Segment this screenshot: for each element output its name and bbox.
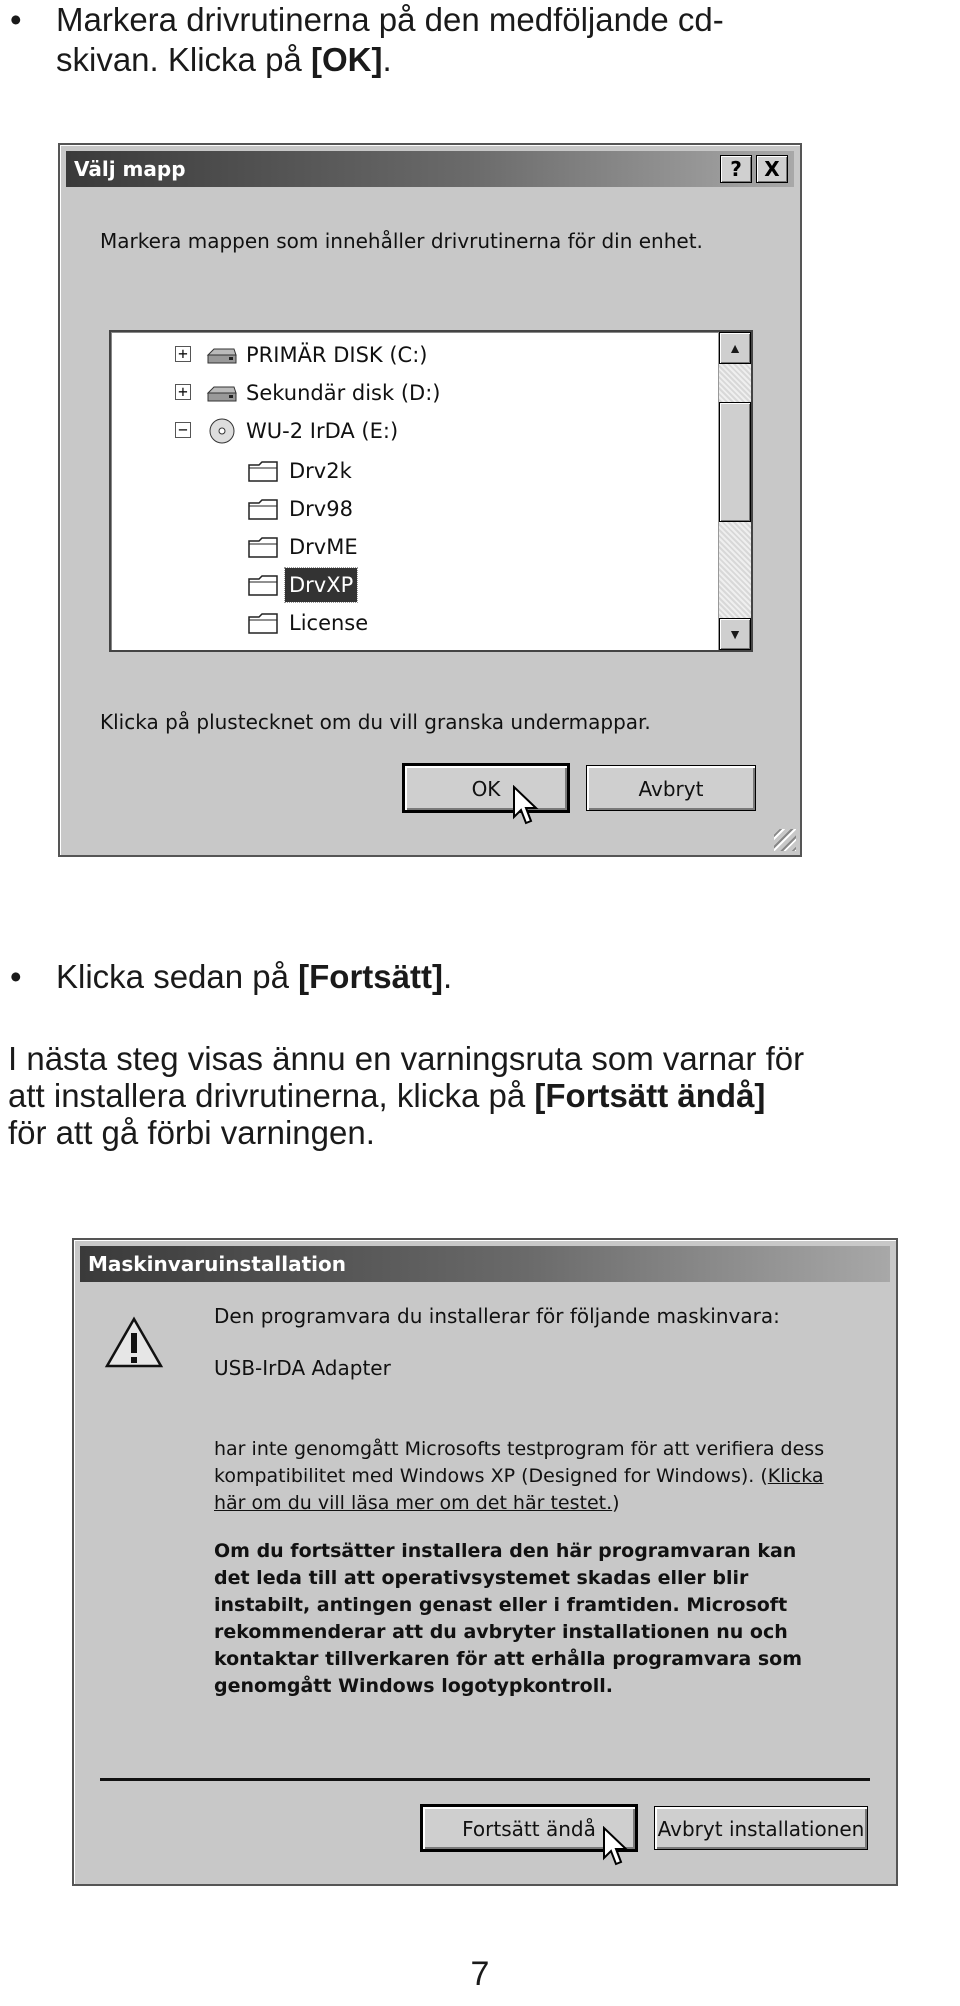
divider (100, 1778, 870, 1781)
dialog-title: Maskinvaruinstallation (88, 1252, 346, 1276)
warning-intro: Den programvara du installerar för följande maskinvara: (214, 1304, 780, 1328)
paragraph-emphasis: [Fortsätt ändå] (534, 1077, 766, 1114)
page-number: 7 (470, 1955, 490, 1993)
tree-node-label: DrvXP (285, 568, 357, 602)
warning-bold-text (214, 1538, 802, 1700)
device-name: USB-IrDA Adapter (214, 1356, 391, 1380)
dialog-titlebar (66, 151, 794, 187)
instruction-line: Klicka sedan på (56, 958, 299, 995)
scroll-up-icon[interactable]: ▲ (719, 332, 751, 364)
tree-node-label: WU-2 IrDA (E:) (246, 419, 399, 443)
bullet-glyph: • (10, 958, 22, 995)
tree-node-label: Sekundär disk (D:) (246, 381, 441, 405)
folder-icon (247, 609, 281, 637)
expand-icon[interactable]: + (175, 346, 191, 362)
tree-node-folder[interactable] (111, 606, 711, 640)
body-paragraph (8, 1040, 804, 1151)
instruction-emphasis: [OK] (310, 41, 383, 78)
tree-node-folder[interactable] (111, 454, 711, 488)
instruction-punct: . (442, 958, 453, 995)
warning-icon (104, 1316, 164, 1370)
tree-node-label: Drv2k (289, 459, 352, 483)
notice-punct: ) (612, 1492, 620, 1514)
folder-icon (247, 457, 281, 485)
warning-line: Om du fortsätter installera den här programvaran kan (214, 1540, 797, 1562)
abort-installation-button[interactable]: Avbryt installationen (654, 1806, 868, 1850)
instruction-line: Markera drivrutinerna på den medföljande cd- (56, 1, 724, 38)
paragraph-line: att installera drivrutinerna, klicka på (8, 1077, 535, 1114)
mouse-pointer-icon (602, 1826, 630, 1870)
folder-tree[interactable] (109, 330, 753, 652)
hardware-installation-dialog (72, 1238, 898, 1886)
paragraph-line: för att gå förbi varningen. (8, 1114, 375, 1151)
tree-node-folder[interactable] (111, 492, 711, 526)
collapse-icon[interactable]: − (175, 422, 191, 438)
instruction-emphasis: [Fortsätt] (298, 958, 443, 995)
tree-node-label: Drv98 (289, 497, 353, 521)
tree-node-e-drive[interactable] (111, 414, 711, 448)
warning-line: kontaktar tillverkaren för att erhålla programvara som (214, 1648, 803, 1670)
warning-line: instabilt, antingen genast eller i framtiden. Microsoft (214, 1594, 788, 1616)
close-button[interactable]: X (756, 155, 788, 183)
cd-drive-icon (205, 417, 239, 445)
ok-button[interactable]: OK (404, 765, 568, 811)
more-info-link[interactable]: här om du vill läsa mer om det här testet. (214, 1492, 613, 1514)
instruction-line: skivan. Klicka på (56, 41, 311, 78)
tree-node-label: DrvME (289, 535, 358, 559)
folder-icon (247, 533, 281, 561)
vertical-scrollbar[interactable] (718, 332, 751, 650)
warning-line: genomgått Windows logotypkontroll. (214, 1675, 613, 1697)
scroll-down-icon[interactable]: ▼ (719, 618, 751, 650)
tree-node-folder-selected[interactable] (111, 568, 711, 602)
mouse-pointer-icon (512, 785, 540, 829)
tree-node-d-drive[interactable] (111, 376, 711, 410)
tree-node-folder[interactable] (111, 530, 711, 564)
help-button[interactable]: ? (720, 155, 752, 183)
certification-notice (214, 1436, 824, 1517)
expand-icon[interactable]: + (175, 384, 191, 400)
notice-line: har inte genomgått Microsofts testprogram för att verifiera dess (214, 1438, 825, 1460)
tree-node-label: PRIMÄR DISK (C:) (246, 343, 428, 367)
continue-anyway-button[interactable]: Fortsätt ändå (422, 1806, 636, 1850)
instruction-punct: . (382, 41, 392, 78)
folder-icon (247, 495, 281, 523)
cancel-button[interactable]: Avbryt (586, 765, 756, 811)
dialog-title: Välj mapp (74, 157, 186, 181)
dialog-titlebar (80, 1246, 890, 1282)
instruction-text (56, 0, 724, 80)
more-info-link[interactable]: Klicka (767, 1465, 824, 1487)
tree-node-c-drive[interactable] (111, 338, 711, 372)
resize-grip-icon[interactable] (774, 829, 796, 851)
hard-drive-icon (205, 379, 239, 407)
warning-line: det leda till att operativsystemet skadas eller blir (214, 1567, 749, 1589)
warning-line: rekommenderar att du avbryter installationen nu och (214, 1621, 788, 1643)
browse-folder-dialog (58, 143, 802, 857)
dialog-hint: Klicka på plustecknet om du vill granska undermappar. (100, 710, 651, 734)
folder-icon (247, 571, 281, 599)
tree-node-label: License (289, 611, 369, 635)
notice-line: kompatibilitet med Windows XP (Designed for Windows). ( (214, 1465, 768, 1487)
hard-drive-icon (205, 341, 239, 369)
bullet-glyph: • (10, 1, 22, 38)
paragraph-line: I nästa steg visas ännu en varningsruta som varnar för (8, 1040, 805, 1077)
scroll-thumb[interactable] (719, 402, 751, 522)
instruction-text (56, 957, 452, 997)
dialog-instruction: Markera mappen som innehåller drivrutinerna för din enhet. (100, 229, 703, 253)
